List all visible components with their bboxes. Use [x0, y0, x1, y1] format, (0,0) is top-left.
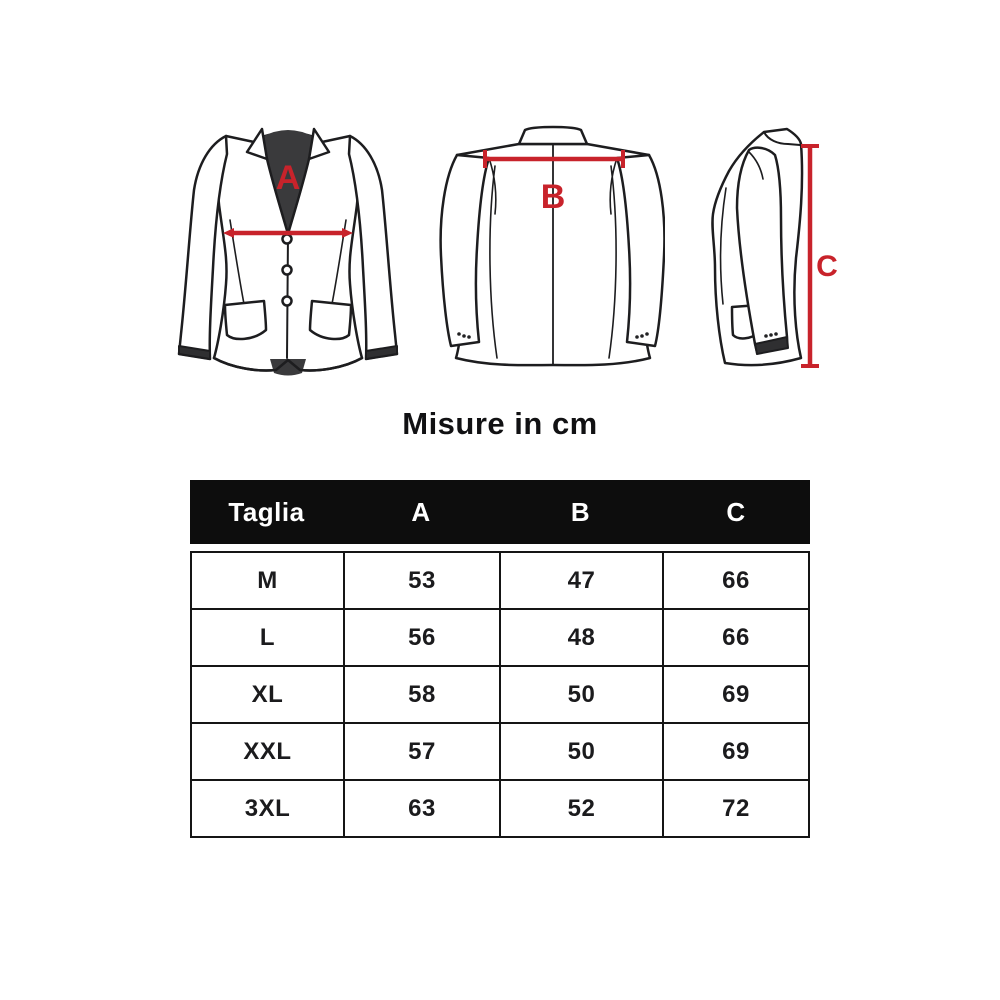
- jacket-side-outline: [712, 129, 802, 365]
- header-cell-c: C: [726, 496, 746, 527]
- table-row: [192, 608, 808, 665]
- cell-measure-c: 66: [662, 610, 808, 665]
- cell-measure-b: 50: [499, 724, 662, 779]
- front-button-2: [283, 266, 292, 275]
- cell-measure-a: 57: [343, 724, 499, 779]
- cell-size: XXL: [243, 737, 292, 765]
- jacket-back-diagram: [433, 108, 665, 380]
- cell-measure-b: 50: [499, 667, 662, 722]
- table-row: [192, 722, 808, 779]
- table-row: [192, 779, 808, 836]
- cell-measure-c: 69: [662, 724, 808, 779]
- size-table-body: [190, 551, 810, 838]
- measurement-label-b: B: [540, 178, 566, 216]
- cell-measure-a: 53: [343, 553, 499, 608]
- measurement-label-a: A: [275, 159, 301, 197]
- cell-size: L: [259, 623, 276, 651]
- front-button-1: [283, 235, 292, 244]
- page-title: Misure in cm: [402, 406, 598, 441]
- size-table-header: [190, 480, 810, 544]
- jacket-back-outline: [441, 127, 665, 365]
- size-chart-table: [190, 480, 810, 838]
- header-cell-a: A: [411, 496, 431, 527]
- cell-measure-b: 47: [499, 553, 662, 608]
- cell-measure-b: 52: [499, 781, 662, 836]
- cell-size: M: [257, 566, 278, 594]
- header-cell-b: B: [570, 496, 591, 527]
- cell-size: 3XL: [244, 794, 291, 822]
- back-collar: [519, 127, 587, 144]
- cell-measure-c: 72: [662, 781, 808, 836]
- measurement-label-c: C: [816, 250, 838, 283]
- table-row: [192, 553, 808, 608]
- jacket-side-diagram: [688, 106, 848, 386]
- front-pocket-left: [225, 301, 266, 339]
- header-cell-taglia: Taglia: [228, 496, 305, 527]
- cell-measure-c: 69: [662, 667, 808, 722]
- cell-measure-c: 66: [662, 553, 808, 608]
- cell-measure-a: 58: [343, 667, 499, 722]
- cell-measure-a: 56: [343, 610, 499, 665]
- cell-measure-b: 48: [499, 610, 662, 665]
- cell-measure-a: 63: [343, 781, 499, 836]
- cell-size: XL: [251, 680, 284, 708]
- front-pocket-right: [310, 301, 351, 339]
- table-row: [192, 665, 808, 722]
- front-button-3: [283, 297, 292, 306]
- jacket-front-diagram: [170, 108, 402, 380]
